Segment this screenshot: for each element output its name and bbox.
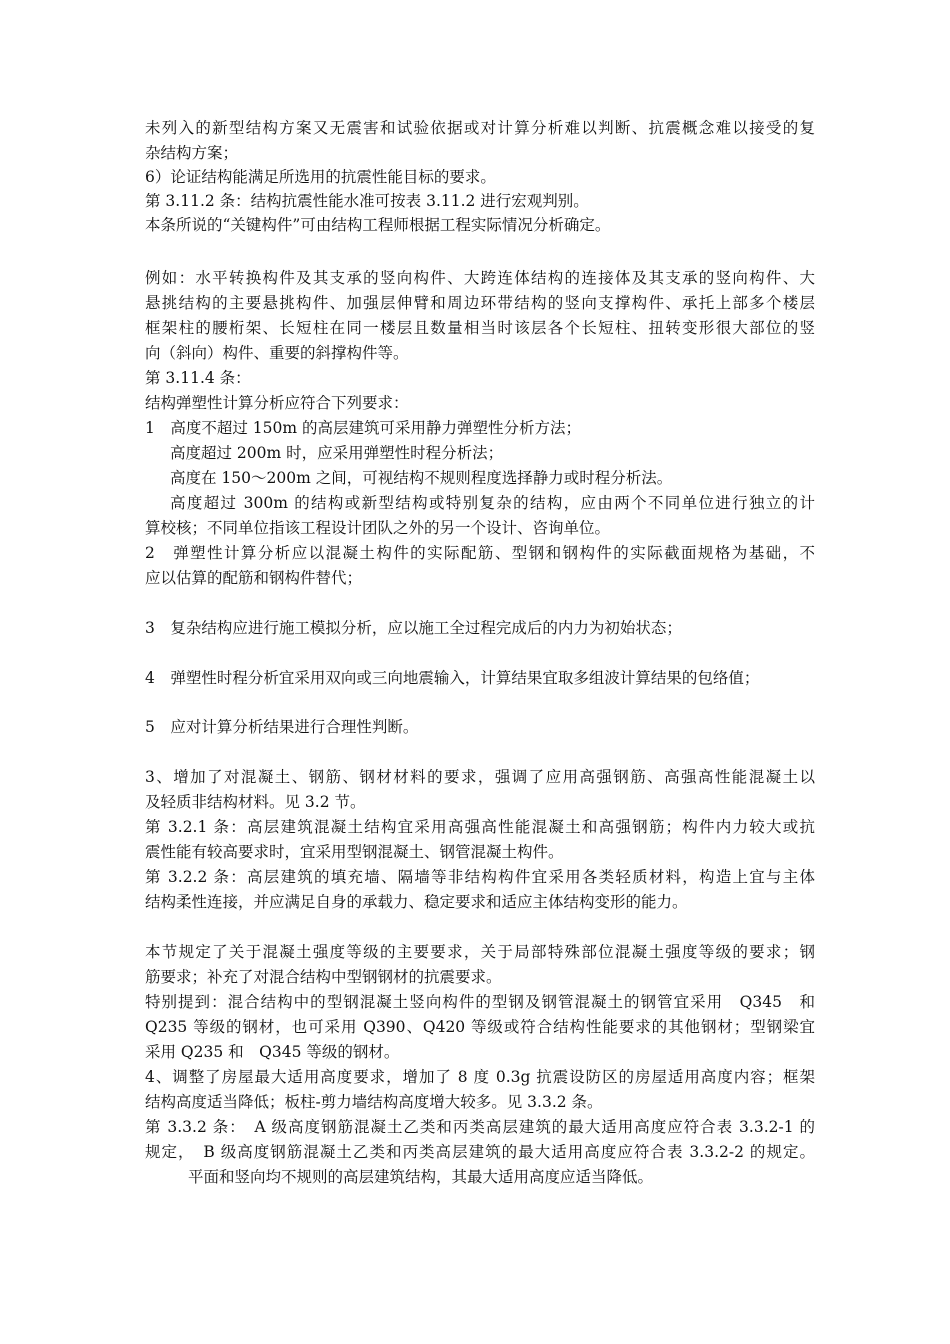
text-line: 未列入的新型结构方案又无震害和试验依据或对计算分析难以判断、抗震概念难以接受的复	[145, 119, 815, 137]
text-line: 5 应对计算分析结果进行合理性判断。	[145, 718, 419, 736]
text-line: 第 3.2.2 条：高层建筑的填充墙、隔墙等非结构构件宜采用各类轻质材料，构造上宜与主体	[145, 868, 815, 886]
text-line: 4 弹塑性时程分析宜采用双向或三向地震输入，计算结果宜取多组波计算结果的包络值；	[145, 669, 760, 687]
text-line: 第 3.11.4 条：	[145, 369, 251, 387]
text-line: 结构柔性连接，并应满足自身的承载力、稳定要求和适应主体结构变形的能力。	[145, 893, 688, 911]
text-line: 3 复杂结构应进行施工模拟分析，应以施工全过程完成后的内力为初始状态；	[145, 619, 682, 637]
text-line: 悬挑结构的主要悬挑构件、加强层伸臂和周边环带结构的竖向支撑构件、承托上部多个楼层	[145, 294, 815, 312]
text-line: 本节规定了关于混凝土强度等级的主要要求，关于局部特殊部位混凝土强度等级的要求；钢	[145, 943, 815, 961]
text-line: 震性能有较高要求时，宜采用型钢混凝土、钢管混凝土构件。	[145, 843, 564, 861]
text-line: 2 弹塑性计算分析应以混凝土构件的实际配筋、型钢和钢构件的实际截面规格为基础，不	[145, 544, 815, 562]
text-line: 3、增加了对混凝土、钢筋、钢材材料的要求，强调了应用高强钢筋、高强高性能混凝土以	[145, 768, 815, 786]
text-line: 规定， B 级高度钢筋混凝土乙类和丙类高层建筑的最大适用高度应符合表 3.3.2-2 的规定。	[145, 1143, 815, 1161]
text-line: 第 3.2.1 条：高层建筑混凝土结构宜采用高强高性能混凝土和高强钢筋；构件内力较大或抗	[145, 818, 815, 836]
text-line: 例如：水平转换构件及其支承的竖向构件、大跨连体结构的连接体及其支承的竖向构件、大	[145, 269, 815, 287]
text-line: 及轻质非结构材料。见 3.2 节。	[145, 793, 366, 811]
text-line: 第 3.11.2 条：结构抗震性能水准可按表 3.11.2 进行宏观判别。	[145, 192, 589, 210]
text-line: 向（斜向）构件、重要的斜撑构件等。	[145, 344, 409, 362]
text-line: 杂结构方案；	[145, 144, 239, 162]
text-line: Q235 等级的钢材，也可采用 Q390、Q420 等级或符合结构性能要求的其他钢材；型钢梁宜	[145, 1018, 815, 1036]
text-line: 筋要求；补充了对混合结构中型钢钢材的抗震要求。	[145, 968, 502, 986]
text-line: 框架柱的腰桁架、长短柱在同一楼层且数量相当时该层各个长短柱、扭转变形很大部位的竖	[145, 319, 815, 337]
text-line: 平面和竖向均不规则的高层建筑结构，其最大适用高度应适当降低。	[188, 1168, 654, 1186]
text-line: 特别提到：混合结构中的型钢混凝土竖向构件的型钢及钢管混凝土的钢管宜采用 Q345 和	[145, 993, 815, 1011]
text-line: 高度在 150～200m 之间，可视结构不规则程度选择静力或时程分析法。	[170, 469, 673, 487]
text-line: 结构高度适当降低；板柱-剪力墙结构高度增大较多。见 3.3.2 条。	[145, 1093, 603, 1111]
text-line: 采用 Q235 和 Q345 等级的钢材。	[145, 1043, 400, 1061]
text-line: 结构弹塑性计算分析应符合下列要求：	[145, 394, 409, 412]
text-line: 1 高度不超过 150m 的高层建筑可采用静力弹塑性分析方法；	[145, 419, 581, 437]
text-line: 4、调整了房屋最大适用高度要求，增加了 8 度 0.3g 抗震设防区的房屋适用高度内容；框架	[145, 1068, 815, 1086]
text-line: 第 3.3.2 条： A 级高度钢筋混凝土乙类和丙类高层建筑的最大适用高度应符合表 3.3.2-1 的	[145, 1118, 815, 1136]
text-line: 应以估算的配筋和钢构件替代；	[145, 569, 363, 587]
text-line: 算校核；不同单位指该工程设计团队之外的另一个设计、咨询单位。	[145, 519, 611, 537]
text-line: 6）论证结构能满足所选用的抗震性能目标的要求。	[145, 168, 496, 186]
text-line: 高度超过 300m 的结构或新型结构或特别复杂的结构，应由两个不同单位进行独立的计	[170, 494, 815, 512]
text-line: 本条所说的“关键构件”可由结构工程师根据工程实际情况分析确定。	[145, 216, 611, 234]
text-line: 高度超过 200m 时，应采用弹塑性时程分析法；	[170, 444, 504, 462]
